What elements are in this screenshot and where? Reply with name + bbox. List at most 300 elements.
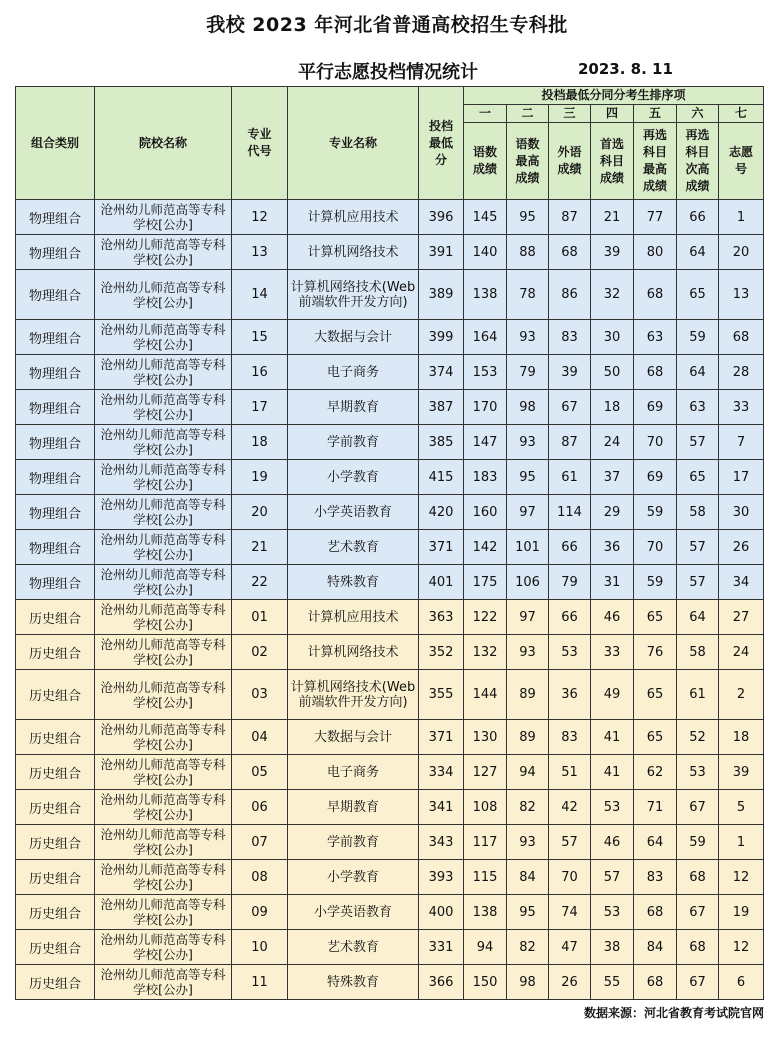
cell-school: 沧州幼儿师范高等专科学校[公办] <box>95 895 232 930</box>
cell-major-name: 大数据与会计 <box>288 320 419 355</box>
cell-major-code: 10 <box>232 930 288 965</box>
cell-chinese-math: 122 <box>464 600 507 635</box>
cell-chinese-math-max: 89 <box>507 670 549 720</box>
cell-elective-second: 67 <box>677 790 719 825</box>
cell-preference-no: 6 <box>719 965 764 1000</box>
cell-major-code: 04 <box>232 720 288 755</box>
cell-group: 历史组合 <box>16 965 95 1000</box>
table-row <box>16 895 764 930</box>
cell-major-name: 特殊教育 <box>288 965 419 1000</box>
cell-elective-second: 67 <box>677 895 719 930</box>
table-row <box>16 965 764 1000</box>
cell-major-name: 学前教育 <box>288 425 419 460</box>
cell-elective-max: 64 <box>634 825 677 860</box>
admission-table <box>15 86 764 1000</box>
cell-group: 历史组合 <box>16 755 95 790</box>
header-min-score: 投档最低分 <box>419 87 464 200</box>
cell-foreign-language: 79 <box>549 565 591 600</box>
cell-elective-max: 59 <box>634 565 677 600</box>
cell-major-name: 小学教育 <box>288 460 419 495</box>
cell-elective-max: 77 <box>634 200 677 235</box>
cell-group: 历史组合 <box>16 720 95 755</box>
cell-major-name: 计算机应用技术 <box>288 200 419 235</box>
cell-foreign-language: 39 <box>549 355 591 390</box>
cell-min-score: 371 <box>419 720 464 755</box>
cell-chinese-math-max: 89 <box>507 720 549 755</box>
cell-min-score: 420 <box>419 495 464 530</box>
cell-elective-second: 63 <box>677 390 719 425</box>
cell-elective-max: 68 <box>634 355 677 390</box>
cell-chinese-math: 130 <box>464 720 507 755</box>
cell-school: 沧州幼儿师范高等专科学校[公办] <box>95 425 232 460</box>
cell-foreign-language: 70 <box>549 860 591 895</box>
cell-major-name: 早期教育 <box>288 790 419 825</box>
cell-major-name: 学前教育 <box>288 825 419 860</box>
cell-chinese-math: 127 <box>464 755 507 790</box>
cell-group: 物理组合 <box>16 270 95 320</box>
header-rank: 七 <box>719 105 764 123</box>
cell-school: 沧州幼儿师范高等专科学校[公办] <box>95 355 232 390</box>
cell-foreign-language: 87 <box>549 200 591 235</box>
cell-preference-no: 26 <box>719 530 764 565</box>
cell-min-score: 385 <box>419 425 464 460</box>
cell-major-name: 小学英语教育 <box>288 895 419 930</box>
cell-elective-second: 53 <box>677 755 719 790</box>
cell-preference-no: 13 <box>719 270 764 320</box>
cell-preference-no: 68 <box>719 320 764 355</box>
table-row <box>16 860 764 895</box>
cell-chinese-math-max: 106 <box>507 565 549 600</box>
cell-elective-second: 59 <box>677 825 719 860</box>
cell-chinese-math: 142 <box>464 530 507 565</box>
cell-major-name: 艺术教育 <box>288 930 419 965</box>
cell-elective-max: 80 <box>634 235 677 270</box>
cell-school: 沧州幼儿师范高等专科学校[公办] <box>95 200 232 235</box>
cell-school: 沧州幼儿师范高等专科学校[公办] <box>95 270 232 320</box>
cell-elective-second: 61 <box>677 670 719 720</box>
cell-major-name: 小学英语教育 <box>288 495 419 530</box>
cell-first-subject: 31 <box>591 565 634 600</box>
cell-major-name: 电子商务 <box>288 355 419 390</box>
cell-chinese-math-max: 97 <box>507 600 549 635</box>
cell-group: 历史组合 <box>16 930 95 965</box>
cell-min-score: 371 <box>419 530 464 565</box>
cell-min-score: 334 <box>419 755 464 790</box>
cell-elective-second: 68 <box>677 860 719 895</box>
header-tiebreak-item: 语数成绩 <box>464 123 507 200</box>
cell-chinese-math: 94 <box>464 930 507 965</box>
cell-major-code: 22 <box>232 565 288 600</box>
cell-school: 沧州幼儿师范高等专科学校[公办] <box>95 790 232 825</box>
cell-major-code: 21 <box>232 530 288 565</box>
cell-first-subject: 46 <box>591 825 634 860</box>
cell-elective-max: 76 <box>634 635 677 670</box>
cell-min-score: 389 <box>419 270 464 320</box>
cell-group: 物理组合 <box>16 200 95 235</box>
cell-group: 历史组合 <box>16 670 95 720</box>
cell-min-score: 401 <box>419 565 464 600</box>
cell-major-code: 05 <box>232 755 288 790</box>
header-school: 院校名称 <box>95 87 232 200</box>
cell-foreign-language: 83 <box>549 320 591 355</box>
cell-elective-max: 65 <box>634 670 677 720</box>
cell-first-subject: 41 <box>591 720 634 755</box>
cell-major-code: 07 <box>232 825 288 860</box>
cell-elective-max: 69 <box>634 460 677 495</box>
cell-min-score: 415 <box>419 460 464 495</box>
cell-foreign-language: 74 <box>549 895 591 930</box>
cell-preference-no: 5 <box>719 790 764 825</box>
cell-school: 沧州幼儿师范高等专科学校[公办] <box>95 755 232 790</box>
table-row <box>16 235 764 270</box>
table-row <box>16 670 764 720</box>
cell-preference-no: 33 <box>719 390 764 425</box>
cell-foreign-language: 53 <box>549 635 591 670</box>
cell-major-code: 06 <box>232 790 288 825</box>
cell-min-score: 366 <box>419 965 464 1000</box>
table-row <box>16 930 764 965</box>
document-date: 2023. 8. 11 <box>578 60 673 78</box>
cell-chinese-math-max: 93 <box>507 825 549 860</box>
cell-major-code: 03 <box>232 670 288 720</box>
cell-chinese-math: 144 <box>464 670 507 720</box>
table-row <box>16 755 764 790</box>
cell-elective-second: 52 <box>677 720 719 755</box>
header-rank: 二 <box>507 105 549 123</box>
cell-major-code: 16 <box>232 355 288 390</box>
header-tiebreak-item: 再选科目最高成绩 <box>634 123 677 200</box>
table-row <box>16 355 764 390</box>
cell-major-code: 17 <box>232 390 288 425</box>
cell-min-score: 396 <box>419 200 464 235</box>
cell-first-subject: 53 <box>591 790 634 825</box>
cell-preference-no: 1 <box>719 825 764 860</box>
cell-group: 物理组合 <box>16 495 95 530</box>
cell-major-code: 20 <box>232 495 288 530</box>
cell-chinese-math: 138 <box>464 895 507 930</box>
cell-group: 历史组合 <box>16 790 95 825</box>
cell-elective-max: 70 <box>634 530 677 565</box>
data-source-note: 数据来源：河北省教育考试院官网 <box>583 1006 764 1020</box>
cell-first-subject: 29 <box>591 495 634 530</box>
cell-elective-max: 62 <box>634 755 677 790</box>
cell-major-name: 小学教育 <box>288 860 419 895</box>
cell-preference-no: 24 <box>719 635 764 670</box>
cell-foreign-language: 36 <box>549 670 591 720</box>
cell-group: 历史组合 <box>16 600 95 635</box>
cell-foreign-language: 66 <box>549 530 591 565</box>
cell-elective-second: 66 <box>677 200 719 235</box>
cell-major-code: 08 <box>232 860 288 895</box>
cell-group: 历史组合 <box>16 825 95 860</box>
cell-first-subject: 32 <box>591 270 634 320</box>
cell-preference-no: 1 <box>719 200 764 235</box>
cell-chinese-math-max: 78 <box>507 270 549 320</box>
cell-foreign-language: 67 <box>549 390 591 425</box>
cell-major-name: 电子商务 <box>288 755 419 790</box>
cell-group: 物理组合 <box>16 460 95 495</box>
cell-preference-no: 19 <box>719 895 764 930</box>
cell-major-code: 19 <box>232 460 288 495</box>
cell-first-subject: 33 <box>591 635 634 670</box>
header-tiebreak-item: 首选科目成绩 <box>591 123 634 200</box>
cell-min-score: 391 <box>419 235 464 270</box>
cell-first-subject: 41 <box>591 755 634 790</box>
cell-chinese-math-max: 98 <box>507 965 549 1000</box>
cell-elective-second: 64 <box>677 355 719 390</box>
table-row <box>16 425 764 460</box>
cell-school: 沧州幼儿师范高等专科学校[公办] <box>95 965 232 1000</box>
cell-elective-max: 69 <box>634 390 677 425</box>
cell-foreign-language: 66 <box>549 600 591 635</box>
cell-min-score: 341 <box>419 790 464 825</box>
cell-elective-max: 63 <box>634 320 677 355</box>
cell-school: 沧州幼儿师范高等专科学校[公办] <box>95 825 232 860</box>
cell-first-subject: 49 <box>591 670 634 720</box>
cell-school: 沧州幼儿师范高等专科学校[公办] <box>95 720 232 755</box>
cell-elective-second: 58 <box>677 635 719 670</box>
cell-foreign-language: 86 <box>549 270 591 320</box>
cell-major-code: 11 <box>232 965 288 1000</box>
cell-chinese-math-max: 95 <box>507 200 549 235</box>
table-row <box>16 200 764 235</box>
cell-chinese-math-max: 101 <box>507 530 549 565</box>
cell-elective-second: 58 <box>677 495 719 530</box>
cell-preference-no: 17 <box>719 460 764 495</box>
cell-elective-max: 83 <box>634 860 677 895</box>
cell-elective-max: 68 <box>634 965 677 1000</box>
cell-first-subject: 18 <box>591 390 634 425</box>
cell-elective-max: 68 <box>634 270 677 320</box>
table-row <box>16 600 764 635</box>
header-tiebreak-item: 再选科目次高成绩 <box>677 123 719 200</box>
cell-first-subject: 57 <box>591 860 634 895</box>
cell-elective-second: 59 <box>677 320 719 355</box>
table-row <box>16 565 764 600</box>
cell-preference-no: 2 <box>719 670 764 720</box>
cell-group: 历史组合 <box>16 895 95 930</box>
cell-elective-second: 65 <box>677 460 719 495</box>
cell-major-code: 02 <box>232 635 288 670</box>
document-subtitle: 平行志愿投档情况统计 <box>298 62 478 83</box>
cell-group: 物理组合 <box>16 235 95 270</box>
cell-elective-second: 67 <box>677 965 719 1000</box>
document-title: 我校 2023 年河北省普通高校招生专科批 <box>206 14 568 36</box>
cell-school: 沧州幼儿师范高等专科学校[公办] <box>95 320 232 355</box>
cell-min-score: 393 <box>419 860 464 895</box>
cell-school: 沧州幼儿师范高等专科学校[公办] <box>95 635 232 670</box>
cell-school: 沧州幼儿师范高等专科学校[公办] <box>95 600 232 635</box>
cell-foreign-language: 47 <box>549 930 591 965</box>
table-row <box>16 720 764 755</box>
header-rank: 六 <box>677 105 719 123</box>
cell-chinese-math: 170 <box>464 390 507 425</box>
cell-first-subject: 36 <box>591 530 634 565</box>
cell-preference-no: 30 <box>719 495 764 530</box>
cell-major-name: 艺术教育 <box>288 530 419 565</box>
cell-elective-second: 57 <box>677 425 719 460</box>
table-row <box>16 635 764 670</box>
table-row <box>16 270 764 320</box>
cell-major-code: 14 <box>232 270 288 320</box>
cell-foreign-language: 83 <box>549 720 591 755</box>
cell-chinese-math-max: 95 <box>507 460 549 495</box>
cell-elective-max: 65 <box>634 600 677 635</box>
cell-first-subject: 38 <box>591 930 634 965</box>
cell-major-code: 18 <box>232 425 288 460</box>
cell-chinese-math: 160 <box>464 495 507 530</box>
header-tiebreak-item: 语数最高成绩 <box>507 123 549 200</box>
cell-major-name: 计算机网络技术(Web 前端软件开发方向) <box>288 270 419 320</box>
cell-preference-no: 7 <box>719 425 764 460</box>
header-major-name: 专业名称 <box>288 87 419 200</box>
cell-major-name: 计算机应用技术 <box>288 600 419 635</box>
cell-preference-no: 27 <box>719 600 764 635</box>
cell-chinese-math-max: 94 <box>507 755 549 790</box>
cell-group: 物理组合 <box>16 390 95 425</box>
cell-foreign-language: 51 <box>549 755 591 790</box>
cell-chinese-math: 175 <box>464 565 507 600</box>
cell-school: 沧州幼儿师范高等专科学校[公办] <box>95 235 232 270</box>
table-row <box>16 530 764 565</box>
table-row <box>16 460 764 495</box>
cell-chinese-math: 150 <box>464 965 507 1000</box>
cell-school: 沧州幼儿师范高等专科学校[公办] <box>95 530 232 565</box>
cell-foreign-language: 87 <box>549 425 591 460</box>
header-tiebreak-title: 投档最低分同分考生排序项 <box>464 87 764 105</box>
cell-school: 沧州幼儿师范高等专科学校[公办] <box>95 565 232 600</box>
cell-elective-max: 84 <box>634 930 677 965</box>
cell-first-subject: 24 <box>591 425 634 460</box>
cell-group: 物理组合 <box>16 530 95 565</box>
cell-school: 沧州幼儿师范高等专科学校[公办] <box>95 495 232 530</box>
cell-chinese-math-max: 82 <box>507 790 549 825</box>
header-tiebreak-item: 外语成绩 <box>549 123 591 200</box>
cell-min-score: 374 <box>419 355 464 390</box>
cell-foreign-language: 61 <box>549 460 591 495</box>
cell-major-name: 计算机网络技术(Web 前端软件开发方向) <box>288 670 419 720</box>
cell-major-name: 大数据与会计 <box>288 720 419 755</box>
cell-preference-no: 20 <box>719 235 764 270</box>
cell-chinese-math-max: 98 <box>507 390 549 425</box>
cell-elective-second: 68 <box>677 930 719 965</box>
cell-preference-no: 39 <box>719 755 764 790</box>
cell-min-score: 343 <box>419 825 464 860</box>
cell-min-score: 352 <box>419 635 464 670</box>
cell-major-name: 特殊教育 <box>288 565 419 600</box>
cell-chinese-math-max: 79 <box>507 355 549 390</box>
cell-chinese-math: 138 <box>464 270 507 320</box>
cell-group: 物理组合 <box>16 565 95 600</box>
cell-group: 历史组合 <box>16 635 95 670</box>
cell-min-score: 400 <box>419 895 464 930</box>
cell-chinese-math-max: 82 <box>507 930 549 965</box>
cell-chinese-math-max: 84 <box>507 860 549 895</box>
cell-chinese-math: 153 <box>464 355 507 390</box>
cell-school: 沧州幼儿师范高等专科学校[公办] <box>95 860 232 895</box>
cell-first-subject: 46 <box>591 600 634 635</box>
cell-first-subject: 39 <box>591 235 634 270</box>
cell-chinese-math: 117 <box>464 825 507 860</box>
cell-foreign-language: 68 <box>549 235 591 270</box>
cell-chinese-math: 145 <box>464 200 507 235</box>
cell-min-score: 387 <box>419 390 464 425</box>
table-row <box>16 495 764 530</box>
cell-preference-no: 28 <box>719 355 764 390</box>
cell-chinese-math: 140 <box>464 235 507 270</box>
table-row <box>16 390 764 425</box>
cell-chinese-math-max: 93 <box>507 425 549 460</box>
cell-elective-max: 59 <box>634 495 677 530</box>
cell-chinese-math-max: 95 <box>507 895 549 930</box>
table-row <box>16 790 764 825</box>
cell-school: 沧州幼儿师范高等专科学校[公办] <box>95 390 232 425</box>
cell-preference-no: 34 <box>719 565 764 600</box>
cell-preference-no: 12 <box>719 860 764 895</box>
cell-elective-max: 71 <box>634 790 677 825</box>
cell-chinese-math: 164 <box>464 320 507 355</box>
cell-school: 沧州幼儿师范高等专科学校[公办] <box>95 460 232 495</box>
cell-major-code: 13 <box>232 235 288 270</box>
header-rank: 一 <box>464 105 507 123</box>
cell-major-name: 计算机网络技术 <box>288 635 419 670</box>
cell-major-code: 09 <box>232 895 288 930</box>
cell-chinese-math-max: 93 <box>507 320 549 355</box>
cell-group: 物理组合 <box>16 425 95 460</box>
cell-chinese-math-max: 97 <box>507 495 549 530</box>
cell-group: 历史组合 <box>16 860 95 895</box>
table-header <box>16 87 764 200</box>
cell-school: 沧州幼儿师范高等专科学校[公办] <box>95 930 232 965</box>
cell-elective-second: 65 <box>677 270 719 320</box>
table-row <box>16 825 764 860</box>
cell-foreign-language: 57 <box>549 825 591 860</box>
cell-elective-max: 68 <box>634 895 677 930</box>
cell-chinese-math-max: 88 <box>507 235 549 270</box>
table-body <box>16 200 764 1000</box>
cell-foreign-language: 42 <box>549 790 591 825</box>
cell-elective-max: 65 <box>634 720 677 755</box>
cell-first-subject: 37 <box>591 460 634 495</box>
cell-elective-second: 57 <box>677 565 719 600</box>
cell-first-subject: 50 <box>591 355 634 390</box>
cell-min-score: 355 <box>419 670 464 720</box>
cell-preference-no: 12 <box>719 930 764 965</box>
header-tiebreak-item: 志愿号 <box>719 123 764 200</box>
cell-foreign-language: 26 <box>549 965 591 1000</box>
cell-chinese-math: 108 <box>464 790 507 825</box>
cell-major-name: 计算机网络技术 <box>288 235 419 270</box>
cell-major-code: 15 <box>232 320 288 355</box>
cell-preference-no: 18 <box>719 720 764 755</box>
cell-first-subject: 53 <box>591 895 634 930</box>
cell-chinese-math: 147 <box>464 425 507 460</box>
cell-first-subject: 55 <box>591 965 634 1000</box>
header-rank: 五 <box>634 105 677 123</box>
cell-foreign-language: 114 <box>549 495 591 530</box>
header-rank: 三 <box>549 105 591 123</box>
cell-chinese-math-max: 93 <box>507 635 549 670</box>
cell-min-score: 363 <box>419 600 464 635</box>
cell-major-code: 12 <box>232 200 288 235</box>
cell-min-score: 331 <box>419 930 464 965</box>
cell-first-subject: 30 <box>591 320 634 355</box>
cell-first-subject: 21 <box>591 200 634 235</box>
header-rank: 四 <box>591 105 634 123</box>
cell-chinese-math: 115 <box>464 860 507 895</box>
table-row <box>16 320 764 355</box>
cell-school: 沧州幼儿师范高等专科学校[公办] <box>95 670 232 720</box>
